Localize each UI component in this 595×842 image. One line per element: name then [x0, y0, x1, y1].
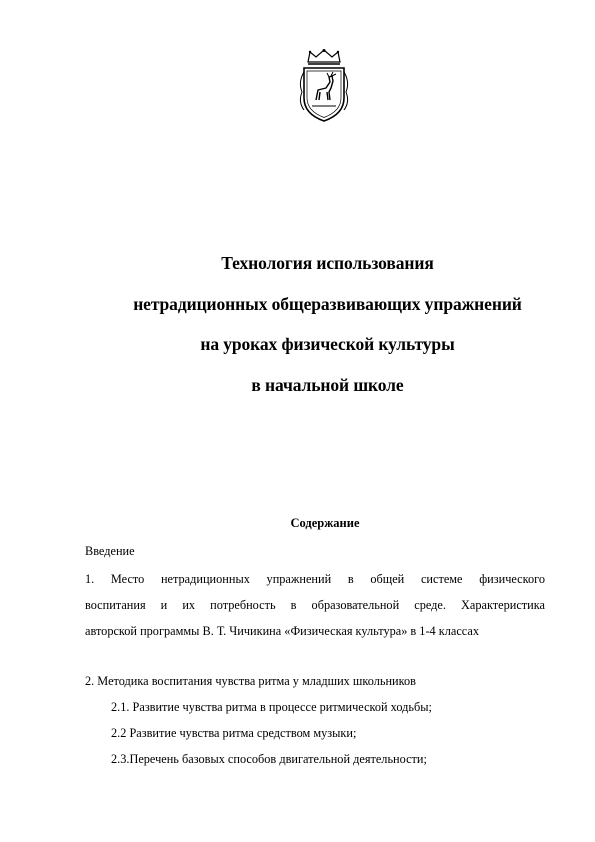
toc-subitem-2-1: 2.1. Развитие чувства ритма в процессе ритмической ходьбы; [111, 700, 432, 714]
document-title-line-1: Технология использования [221, 253, 434, 273]
toc-intro: Введение [85, 544, 135, 558]
toc-heading: Содержание [290, 516, 360, 530]
toc-item-1-line-2: воспитания и их потребность в образовательной среде. Характеристика [85, 598, 545, 612]
document-title-line-3: на уроках физической культуры [200, 334, 455, 354]
toc-item-2: 2. Методика воспитания чувства ритма у младших школьников [85, 674, 416, 688]
toc-subitem-2-3: 2.3.Перечень базовых способов двигательной деятельности; [111, 752, 427, 766]
toc-item-1-line-3: авторской программы В. Т. Чичикина «Физическая культура» в 1-4 классах [85, 624, 480, 638]
toc-item-1-line-1: 1. Место нетрадиционных упражнений в общей системе физического [85, 572, 545, 586]
document-title-line-2: нетрадиционных общеразвивающих упражнений [133, 294, 522, 314]
toc-subitem-2-2: 2.2 Развитие чувства ритма средством музыки; [111, 726, 357, 740]
document-title-line-4: в начальной школе [251, 375, 404, 395]
city-coat-of-arms-icon [296, 48, 352, 124]
